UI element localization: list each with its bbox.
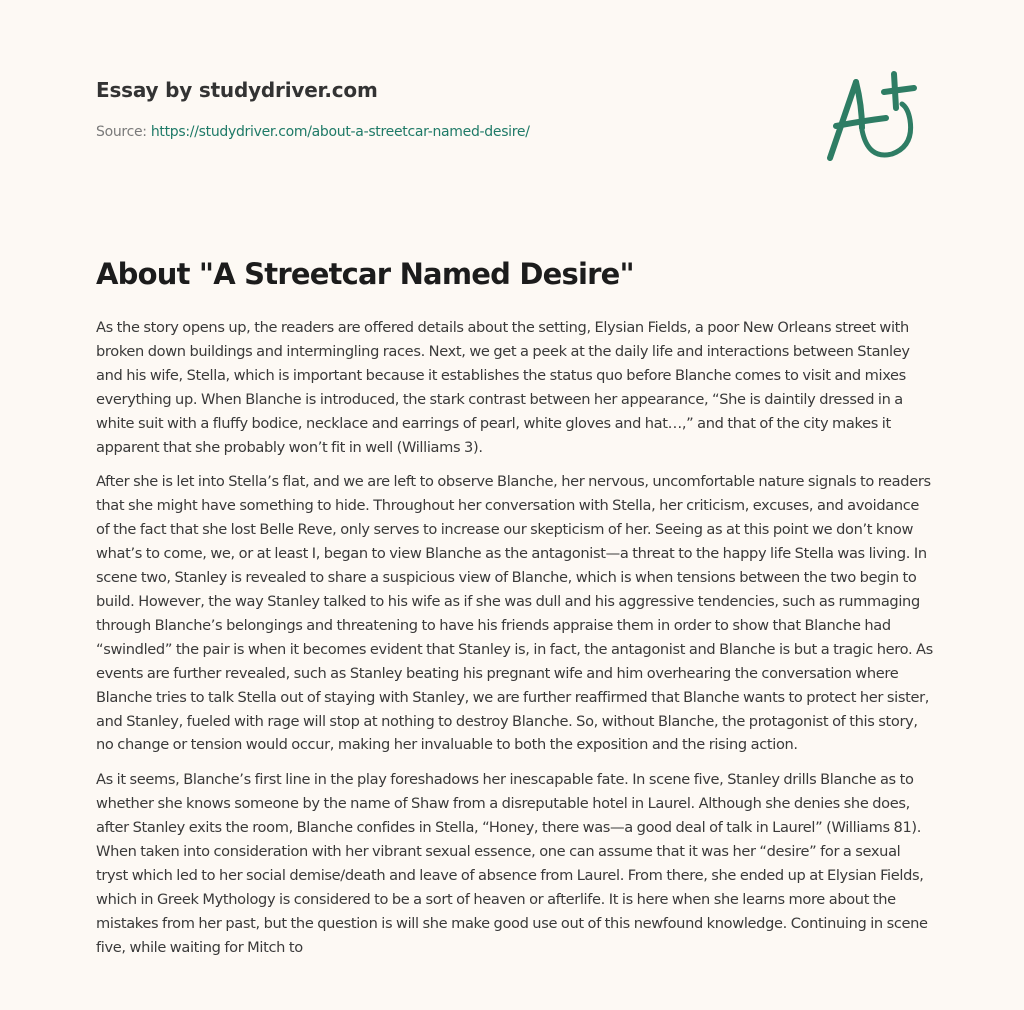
site-title: Essay by studydriver.com (96, 78, 378, 102)
source-label: Source: (96, 124, 147, 140)
essay-body (96, 316, 936, 971)
essay-paragraph: After she is let into Stella’s flat, and we are left to observe Blanche, her nervous, uncomfortable nature signals to readers that she might have something to hide. Throughout her conversation with Stella, her criticism, excuses, and avoidance of the fact that she lost Belle Reve, only serves to increase our skepticism of her. Seeing as at this point we don’t know what’s to come, we, or at least I, began to view Blanche as the antagonist—a threat to the happy life Stella was living. In scene two, Stanley is revealed to share a suspicious view of Blanche, which is when tensions between the two begin to build. However, the way Stanley talked to his wife as if she was dull and his aggressive tendencies, such as rummaging through Blanche’s belongings and threatening to have his friends appraise them in order to show that Blanche had “swindled” the pair is when it becomes evident that Stanley is, in fact, the antagonist and Blanche is but a tragic hero. As events are further revealed, such as Stanley beating his pregnant wife and him overhearing the conversation where Blanche tries to talk Stella out of staying with Stanley, we are further reaffirmed that Blanche wants to protect her sister, and Stanley, fueled with rage will stop at nothing to destroy Blanche. So, without Blanche, the protagonist of this story, no change or tension would occur, making her invaluable to both the exposition and the rising action. (96, 473, 933, 754)
page-header (96, 76, 936, 142)
source-link[interactable]: https://studydriver.com/about-a-streetcar-named-desire/ (150, 124, 530, 140)
essay-title: About "A Streetcar Named Desire" (96, 257, 634, 291)
essay-paragraph: As it seems, Blanche’s first line in the play foreshadows her inescapable fate. In scene five, Stanley drills Blanche as to whether she knows someone by the name of Shaw from a disreputable hotel in Laurel. Although she denies she does, after Stanley exits the room, Blanche confides in Stella, “Honey, there was—a good deal of talk in Laurel” (Williams 81). When taken into consideration with her vibrant sexual essence, one can assume that it was her “desire” for a sexual tryst which led to her social demise/death and leave of absence from Laurel. From there, she ended up at Elysian Fields, which in Greek Mythology is considered to be a sort of heaven or afterlife. It is here when she learns more about the mistakes from her past, but the question is will she make good use out of this newfound knowledge. Continuing in scene five, while waiting for Mitch to (96, 771, 928, 956)
source-line (96, 122, 936, 142)
a-plus-grade-icon (822, 66, 928, 166)
essay-paragraph: As the story opens up, the readers are offered details about the setting, Elysian Fields, a poor New Orleans street with broken down buildings and intermingling races. Next, we get a peek at the daily life and interactions between Stanley and his wife, Stella, which is important because it establishes the status quo before Blanche comes to visit and mixes everything up. When Blanche is introduced, the stark contrast between her appearance, “She is daintily dressed in a white suit with a fluffy bodice, necklace and earrings of pearl, white gloves and hat…,” and that of the city makes it apparent that she probably won’t fit in well (Williams 3). (96, 319, 910, 456)
